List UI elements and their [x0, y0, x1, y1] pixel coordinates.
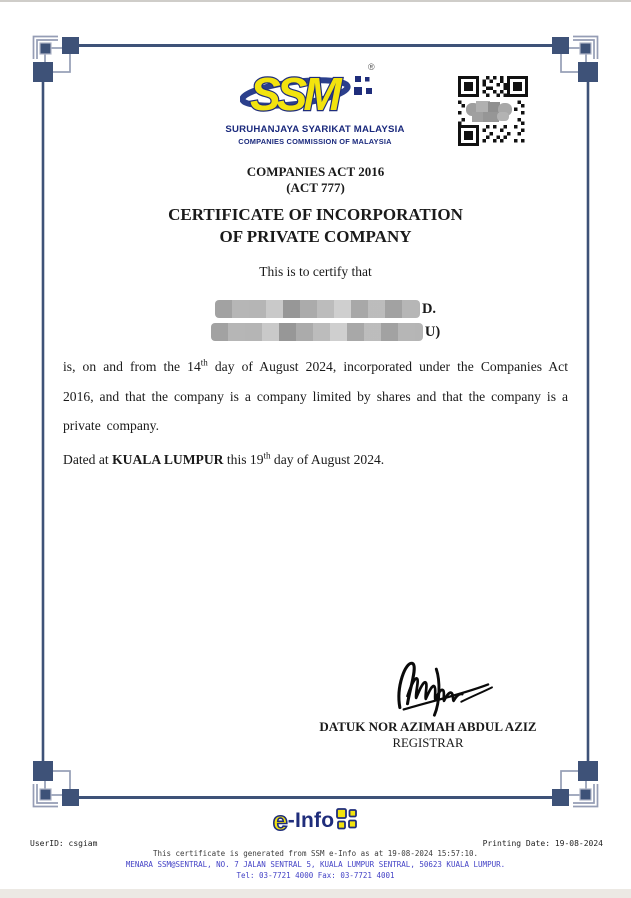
einfo-dots-icon — [336, 808, 358, 830]
signature-icon — [385, 648, 503, 720]
footer-printing-date: Printing Date: 19-08-2024 — [482, 839, 603, 848]
einfo-wordmark: -Info — [287, 809, 335, 832]
footer-generated-note: This certificate is generated from SSM e-Info as at 19-08-2024 15:57:10. — [152, 849, 479, 858]
act-heading-line1: COMPANIES ACT 2016 — [246, 164, 385, 179]
dated-text: Dated at — [63, 452, 113, 467]
redaction-mosaic — [211, 323, 423, 341]
ordinal-superscript: th — [263, 450, 271, 461]
dated-place: KUALA LUMPUR — [112, 452, 224, 467]
svg-text:SSM: SSM — [250, 68, 338, 118]
ssm-logo-icon — [240, 66, 390, 118]
registered-trademark-icon: ® — [368, 62, 375, 72]
company-name-line1 — [10, 299, 631, 319]
einfo-logo — [0, 808, 631, 834]
company-name-block — [0, 299, 631, 345]
body-text: day of August 2024, incorporated under the Companies Act 2016, and that the company is a company limited by shares and that the company is a private company. — [63, 359, 568, 433]
qr-code-icon — [458, 76, 528, 146]
certificate-title-line2: OF PRIVATE COMPANY — [219, 227, 412, 246]
dated-line — [63, 452, 568, 468]
footer-address: MENARA SSM@SENTRAL, NO. 7 JALAN SENTRAL 5, KUALA LUMPUR SENTRAL, 50623 KUALA LUMPUR. — [125, 860, 506, 869]
company-name-line2 — [10, 322, 631, 342]
dated-text: day of August 2024. — [270, 452, 385, 467]
qr-redaction-blob — [466, 101, 512, 122]
ordinal-superscript: th — [200, 357, 208, 368]
dated-text: this 19 — [223, 452, 264, 467]
certify-line: This is to certify that — [259, 264, 372, 279]
certificate-title-line1: CERTIFICATE OF INCORPORATION — [168, 205, 463, 224]
ssm-subtitle-english: COMPANIES COMMISSION OF MALAYSIA — [238, 137, 392, 146]
einfo-e-glyph: e — [272, 806, 288, 836]
footer-user-id: UserID: csgiam — [30, 839, 98, 848]
company-name-suffix1: D. — [421, 300, 437, 317]
company-number-suffix2: U) — [424, 323, 441, 340]
body-text: is, on and from the 14 — [63, 359, 201, 374]
registrar-title: REGISTRAR — [392, 736, 464, 750]
act-heading-line2: (ACT 777) — [286, 180, 345, 195]
footer-telephone: Tel: 03-7721 4000 Fax: 03-7721 4001 — [236, 871, 395, 880]
registrar-name: DATUK NOR AZIMAH ABDUL AZIZ — [319, 719, 537, 734]
redaction-mosaic — [215, 300, 420, 318]
ssm-subtitle-malay: SURUHANJAYA SYARIKAT MALAYSIA — [225, 124, 405, 135]
ssm-logo — [215, 66, 415, 146]
incorporation-paragraph — [63, 352, 568, 441]
